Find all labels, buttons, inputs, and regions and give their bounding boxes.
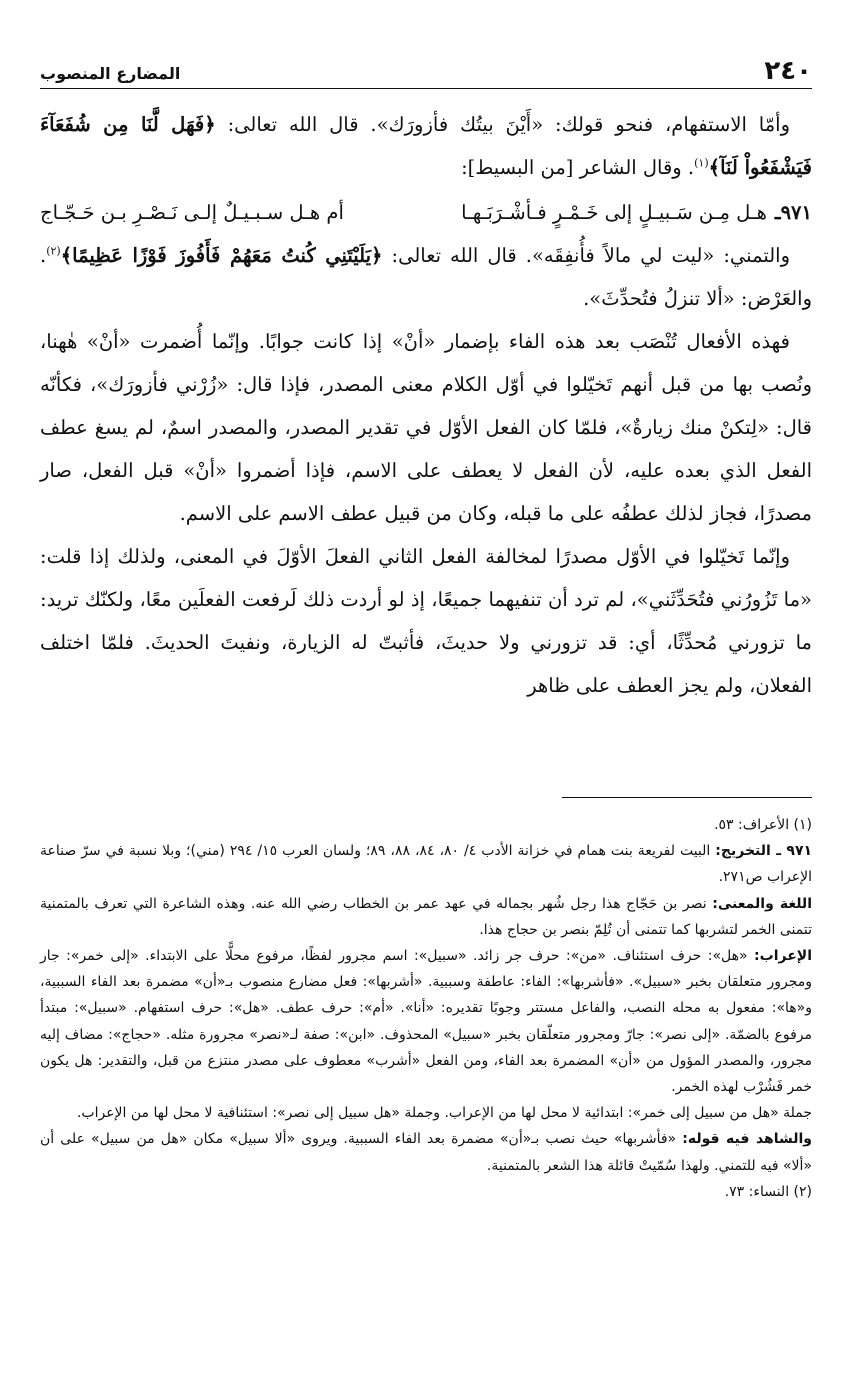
quran-quote-1: ﴿فَهَل لَّنَا مِن شُفَعَآءَ فَيَشْفَعُواْ لَنَآ﴾	[40, 113, 812, 179]
lugha-label: اللغة والمعنى:	[712, 895, 812, 912]
paragraph-interrogative	[40, 103, 812, 189]
book-page	[40, 40, 812, 1340]
poetry-verse-971	[40, 191, 812, 234]
irab-text: «هل»: حرف استئناف. «من»: حرف جر زائد. «سبيل»: اسم مجرور لفظًا، مرفوع محلًّا على الابتداء. «إلى خمر»: جار ومجرور متعلقان بخبر «سبيل». «فأشربها»: الفاء: عاطفة وسببية. «أشربها»: فعل مضارع منصوب بـ«أن» مضمرة بعد الفاء السببية، و«ها»: مفعول به محله النصب، والفاعل مستتر وجوبًا تقديره: «أنا». «أم»: حرف عطف. «هل»: حرف استفهام. «سبيل»: مبتدأ مرفوع بالضمّة. «إلى نصر»: جارّ ومجرور متعلّقان بخبر «سبيل» المحذوف. «ابن»: صفة لـ«نصر» مجرورة مثله. «حجاج»: مضاف إليه مجرور، والمصدر المؤول من «أن» المضمرة بعد الفاء، ومن الفعل «أشرب» معطوف على مصدر منتزع من قبل، والتقدير: هل يكون خمر فَشُرْب لهذه الخمر.	[40, 948, 812, 1096]
footnote-2: (٢) النساء: ٧٣.	[724, 1183, 812, 1200]
verse-second-hemistich: أم هـل سـبـيـلٌ إلـى نَـصْـرِ بـن حَـجّـاج	[39, 201, 344, 224]
irab-label: الإعراب:	[754, 948, 812, 965]
shahid-label: والشاهد فيه قوله:	[682, 1131, 812, 1148]
takhrij-text: البيت لفريعة بنت همام في خزانة الأدب ٤/ ٨٠، ٨٤، ٨٨، ٨٩؛ ولسان العرب ١٥/ ٢٩٤ (مني)؛ وبلا نسبة في سرّ صناعة الإعراب ص٢٧١.	[40, 843, 812, 886]
footnote-1: (١) الأعراف: ٥٣.	[714, 817, 812, 833]
verse-number: ٩٧١ـ	[774, 201, 812, 224]
paragraph-explanation: فهذه الأفعال تُنْصَب بعد هذه الفاء بإضمار «أنْ» إذا كانت جوابًا. وإنّما أُضمرت «أنْ» هٰهنا، ونُصب بها من قبل أنهم تَخيّلوا في أوّل الكلام معنى المصدر، فإذا قال: «زُرْني فأزورَك»، فكأنّه قال: «لِتكنْ منك زيارةٌ»، فلمّا كان الفعل الأوّل في تقدير المصدر، والمصدر اسمٌ، لم يسغ عطف الفعل الذي بعده عليه، لأن الفعل لا يعطف على الاسم، فإذا أضمروا «أنْ» قبل الفعل، صار مصدرًا، فجاز لذلك عطفُه على ما قبله، وكان من قبيل عطف الاسم على الاسم.	[40, 330, 812, 525]
takhrij-label: ٩٧١ ـ التخريج:	[715, 843, 813, 860]
footnotes	[40, 812, 812, 1205]
page-header	[40, 40, 812, 89]
footnote-shahid	[40, 1126, 812, 1178]
footnote-971-takhrij	[40, 838, 812, 890]
footnote-jumla: جملة «هل من سبيل إلى خمر»: ابتدائية لا محل لها من الإعراب. وجملة «هل سبيل إلى نصر»: استئنافية لا محل لها من الإعراب.	[76, 1105, 812, 1122]
wishing-text-end: . والعَرْض: «ألا تنزلُ فتُحدِّثَ».	[40, 244, 812, 310]
page-number: ٢٤٠	[764, 56, 812, 86]
interrogative-text: وأمّا الاستفهام، فنحو قولك: «أَيْنَ بيتُك فأزورَك». قال الله تعالى:	[215, 113, 790, 136]
shahid-text: «فأشربها» حيث نصب بـ«أن» مضمرة بعد الفاء السببية. ويروى «ألا سبيل» مكان «هل من سبيل» على أن «ألا» فيه للتمني. ولهذا سُمّيتْ قائلة هذا الشعر بالمتمنية.	[40, 1131, 812, 1174]
footnote-lugha	[40, 891, 812, 943]
paragraph-wishing	[40, 234, 812, 320]
footnote-ref-2[interactable]: (٢)	[46, 244, 61, 258]
paragraph-difference: وإنّما تَخيّلوا في الأوّل مصدرًا لمخالفة الفعل الثاني الفعلَ الأوّلَ في المعنى، ولذلك إذا قلت: «ما تَزُورُني فتُحَدِّثَني»، لم ترد أن تنفيهما جميعًا، إذ لو أردت ذلك لَرفعت الفعلَين معًا، ولكنّك تريد: ما تزورني مُحدِّثًا، أي: قد تزورني ولا حديثَ، فأثبتّ له الزيارة، ونفيتَ الحديثَ. فلمّا اختلف الفعلان، ولم يجز العطف على ظاهر	[40, 545, 812, 697]
interrogative-text-end: . وقال الشاعر [من البسيط]:	[461, 156, 695, 179]
lugha-text: نصر بن حَجّاج هذا رجل شُهر بجماله في عهد عمر بن الخطاب رضي الله عنه. وهذه الشاعرة التي تعرف بالمتمنية تتمنى الخمر لتشربها كما تتمنى أن تُلِمّ بنصر بن حجاج هذا.	[40, 895, 812, 938]
quran-quote-2: ﴿يَلَيْتَنِي كُنتُ مَعَهُمْ فَأَفُوزَ فَوْزًا عَظِيمًا﴾	[60, 244, 383, 267]
main-text	[40, 103, 812, 707]
footnote-irab	[40, 943, 812, 1100]
footnote-ref-1[interactable]: (١)	[694, 156, 709, 170]
wishing-text: والتمني: «ليت لي مالاً فأُنفِقَه». قال الله تعالى:	[382, 244, 791, 267]
footnote-divider	[562, 797, 812, 798]
verse-first-hemistich: هـل مِـن سَـبيـلٍ إلى خَـمْـرٍ فـأشْـرَبَـهـا	[461, 201, 767, 224]
running-title: المضارع المنصوب	[40, 64, 181, 83]
